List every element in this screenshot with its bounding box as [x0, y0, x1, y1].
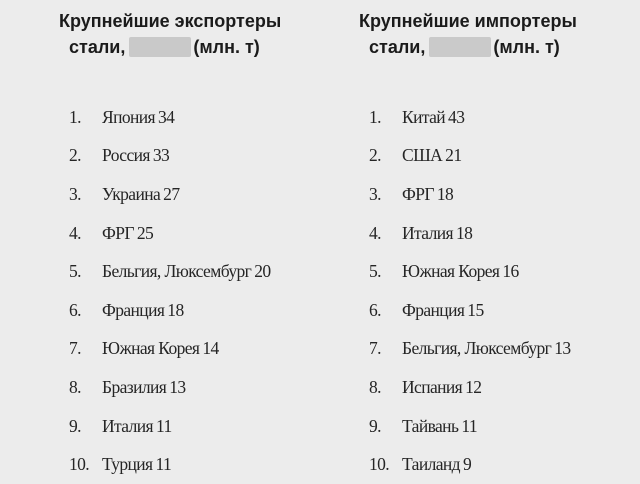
- list-item: [369, 407, 629, 446]
- exporters-title-line2: [59, 34, 329, 60]
- country-name: Украина: [102, 183, 161, 204]
- list-item: [69, 137, 329, 176]
- import-value: 11: [461, 415, 477, 436]
- country-name: Бельгия, Люксембург: [402, 338, 552, 359]
- country-name: Франция: [402, 299, 465, 320]
- import-value: 13: [554, 338, 571, 359]
- importers-heading: [359, 8, 629, 60]
- redacted-year-block: [429, 37, 491, 57]
- list-item: [369, 445, 629, 484]
- country-name: Россия: [102, 145, 150, 166]
- list-item: [69, 330, 329, 369]
- rank-number: 7.: [369, 338, 381, 359]
- rank-number: 10.: [69, 454, 90, 475]
- rank-number: 1.: [369, 106, 381, 127]
- list-item: [369, 330, 629, 369]
- import-value: 43: [448, 106, 465, 127]
- export-value: 33: [152, 145, 170, 166]
- importers-title-prefix: стали,: [369, 37, 426, 57]
- exporters-column: [59, 8, 329, 475]
- export-value: 20: [254, 261, 271, 282]
- rank-number: 9.: [369, 415, 381, 436]
- list-item: [369, 214, 629, 253]
- export-value: 11: [155, 454, 172, 475]
- import-value: 21: [445, 145, 462, 166]
- country-name: Тайвань: [402, 415, 459, 436]
- import-value: 16: [502, 261, 519, 282]
- list-item: [369, 252, 629, 291]
- country-name: Бразилия: [102, 376, 167, 397]
- import-value: 9: [462, 454, 472, 475]
- list-item: [69, 407, 329, 446]
- country-name: ФРГ: [402, 183, 434, 204]
- rank-number: 3.: [69, 183, 81, 204]
- list-item: [69, 252, 329, 291]
- exporters-list: [69, 98, 329, 484]
- list-item: [69, 214, 329, 253]
- export-value: 18: [167, 299, 184, 320]
- list-item: [369, 137, 629, 176]
- country-name: Италия: [102, 415, 153, 436]
- country-name: США: [402, 145, 443, 166]
- export-value: 11: [155, 415, 172, 436]
- list-item: [69, 291, 329, 330]
- rank-number: 7.: [69, 338, 81, 359]
- list-item: [369, 368, 629, 407]
- importers-title-line2: [359, 34, 629, 60]
- importers-title-line1: Крупнейшие импортеры: [359, 11, 577, 31]
- rank-number: 6.: [69, 299, 81, 320]
- exporters-title-line1: Крупнейшие экспортеры: [59, 11, 282, 31]
- country-name: Италия: [402, 222, 453, 243]
- export-value: 27: [163, 183, 180, 204]
- list-item: [369, 291, 629, 330]
- redacted-year-block: [129, 37, 191, 57]
- list-item: [69, 98, 329, 137]
- export-value: 14: [202, 338, 219, 359]
- exporters-title-prefix: стали,: [69, 37, 126, 57]
- country-name: Бельгия, Люксембург: [102, 261, 252, 282]
- rank-number: 6.: [369, 299, 381, 320]
- country-name: Япония: [102, 106, 155, 127]
- country-name: ФРГ: [102, 222, 134, 243]
- importers-column: [359, 8, 629, 475]
- rank-number: 5.: [369, 261, 381, 282]
- import-value: 18: [455, 222, 473, 243]
- list-item: [69, 175, 329, 214]
- list-item: [369, 98, 629, 137]
- importers-title-suffix: (млн. т): [493, 37, 560, 57]
- import-value: 15: [467, 299, 484, 320]
- list-item: [69, 445, 329, 484]
- country-name: Таиланд: [402, 454, 460, 475]
- exporters-heading: [59, 8, 329, 60]
- export-value: 25: [136, 222, 154, 243]
- list-item: [369, 175, 629, 214]
- import-value: 18: [436, 183, 454, 204]
- exporters-title-suffix: (млн. т): [193, 37, 260, 57]
- country-name: Испания: [402, 376, 463, 397]
- rank-number: 2.: [369, 145, 381, 166]
- rank-number: 8.: [69, 376, 81, 397]
- country-name: Франция: [102, 299, 165, 320]
- country-name: Китай: [402, 106, 446, 127]
- export-value: 13: [169, 376, 186, 397]
- rank-number: 8.: [369, 376, 381, 397]
- importers-list: [369, 98, 629, 484]
- rank-number: 5.: [69, 261, 81, 282]
- rank-number: 10.: [369, 454, 390, 475]
- rank-number: 4.: [69, 222, 81, 243]
- list-item: [69, 368, 329, 407]
- rank-number: 4.: [369, 222, 381, 243]
- country-name: Турция: [102, 454, 153, 475]
- rank-number: 1.: [69, 106, 81, 127]
- rank-number: 9.: [69, 415, 81, 436]
- country-name: Южная Корея: [102, 338, 200, 359]
- rank-number: 3.: [369, 183, 381, 204]
- import-value: 12: [465, 376, 482, 397]
- rank-number: 2.: [69, 145, 81, 166]
- export-value: 34: [157, 106, 175, 127]
- country-name: Южная Корея: [402, 261, 500, 282]
